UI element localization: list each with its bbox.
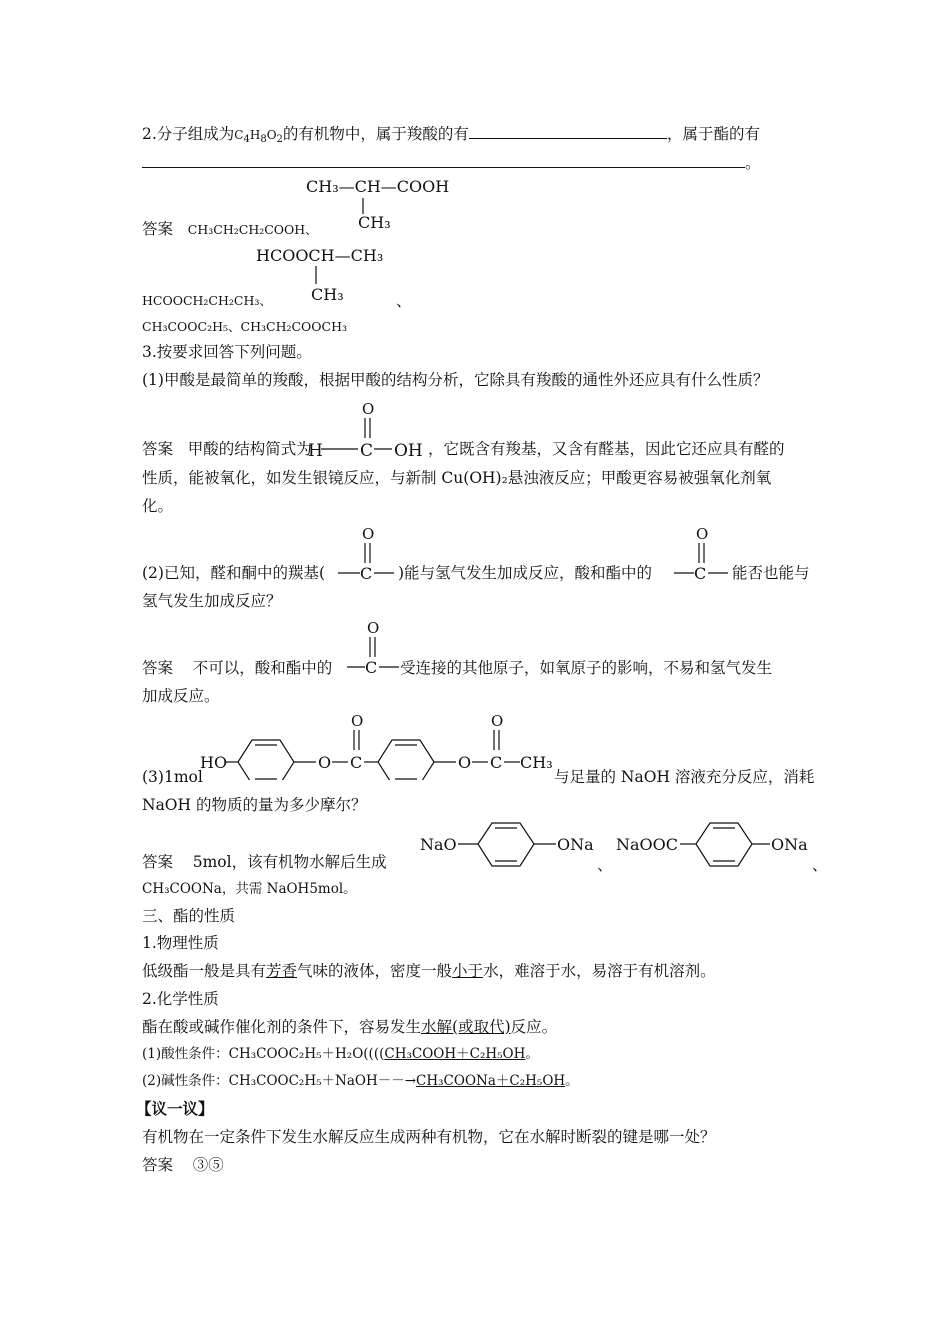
prod1-ona: ONa xyxy=(557,835,594,854)
discuss-question: 有机物在一定条件下发生水解反应生成两种有机物，它在水解时断裂的键是哪一处？ xyxy=(142,1128,716,1146)
base-hydrolysis-equation: (2)碱性条件：CH₃COOC₂H₅＋NaOH－－→CH₃COONa＋C₂H₅OH。 xyxy=(142,1073,579,1089)
prod2-benzene-ring xyxy=(696,823,752,866)
q2-prefix: 2.分子组成为 xyxy=(142,125,235,143)
carbonyl-2-o: O xyxy=(696,525,709,543)
acid-hydrolysis-products: CH₃COOH＋C₂H₅OH xyxy=(384,1046,526,1062)
formic-oh: OH xyxy=(394,441,423,461)
q2-answer-line2: HCOOCH₂CH₂CH₃、 xyxy=(142,293,272,308)
q3-p2-q-post: 能否也能与 xyxy=(732,564,810,582)
ester-c2: C xyxy=(490,753,503,772)
formic-o: O xyxy=(362,400,375,418)
q3-p3-answer-line2: CH₃COONa，共需 NaOH5mol。 xyxy=(142,881,357,897)
ester-c2-o: O xyxy=(491,712,504,730)
q3-p1-answer-pre: 甲酸的结构简式为 xyxy=(187,440,312,458)
q3-p2-answer-pre: 不可以，酸和酯中的 xyxy=(192,659,333,677)
benzene-ring-1 xyxy=(238,740,294,780)
q3-p1-answer-line3: 化。 xyxy=(142,497,174,515)
section3-title: 三、酯的性质 xyxy=(142,907,236,925)
carbonyl-2-c: C xyxy=(694,564,707,583)
q2-line2 xyxy=(142,152,761,174)
q2-answer-butyric: CH₃CH₂CH₂COOH、 xyxy=(187,222,318,237)
q2-answer-line1 xyxy=(142,218,318,241)
discuss-title: 【议一议】 xyxy=(136,1099,214,1118)
q3-p2-answer-line2: 加成反应。 xyxy=(142,687,220,705)
struct-isopropylformate-bond xyxy=(311,266,321,284)
ester-ho: HO xyxy=(200,753,228,772)
discuss-answer: ③⑤ xyxy=(192,1156,224,1174)
ester-o-link2: O xyxy=(458,753,472,772)
q3-p3-answer-line1 xyxy=(142,851,387,873)
chem-title: 2.化学性质 xyxy=(142,990,219,1008)
q2-formula: $C_4H_8O_2$ xyxy=(234,128,283,145)
base-hydrolysis-products: CH₃COONa＋C₂H₅OH xyxy=(416,1073,566,1089)
q2-end: 。 xyxy=(745,154,761,172)
carbonyl-group-1 xyxy=(336,523,398,583)
q3-p3-q-line2: NaOH 的物质的量为多少摩尔？ xyxy=(142,796,367,814)
ester-o-link1: O xyxy=(318,753,332,772)
product-disodium-phenoxide xyxy=(418,820,604,872)
q3-p1-question: (1)甲酸是最简单的羧酸，根据甲酸的结构分析，它除具有羧酸的通性外还应具有什么性质？ xyxy=(142,371,769,389)
chem-answer-hydrolysis: 水解(或取代) xyxy=(421,1018,511,1036)
ester-ch3: CH₃ xyxy=(520,753,553,772)
q2-question xyxy=(142,123,760,151)
chem-text: 酯在酸或碱作催化剂的条件下，容易发生水解(或取代)反应。 xyxy=(142,1018,558,1036)
q3-p3-q-post: 与足量的 NaOH 溶液充分反应，消耗 xyxy=(554,768,815,786)
carbonyl-1-c: C xyxy=(360,564,373,583)
discuss-answer-line xyxy=(142,1154,224,1176)
q3-p2-q-mid: )能与氢气发生加成反应，酸和酯中的 xyxy=(398,564,653,582)
ester-molecule-structure xyxy=(198,712,554,780)
struct-isopropylformate-bottom: CH₃ xyxy=(311,285,344,304)
benzene-ring-2 xyxy=(378,740,434,780)
q3-p3-answer-pre: 5mol，该有机物水解后生成 xyxy=(192,853,387,871)
q3-p3-sep1: 、 xyxy=(597,856,613,874)
q3-p3-answer-label: 答案 xyxy=(142,853,174,871)
formic-h: H xyxy=(308,441,323,461)
carbonyl-1-o: O xyxy=(362,525,375,543)
ester-c1: C xyxy=(350,753,363,772)
product-sodium-hydroxybenzoate xyxy=(614,820,814,872)
q3-p2-answer-post: 受连接的其他原子，如氧原子的影响，不易和氢气发生 xyxy=(400,659,773,677)
carbonyl-3-o: O xyxy=(367,619,380,637)
q3-p1-answer-line1 xyxy=(142,438,312,460)
formic-acid-structure xyxy=(306,398,428,462)
prod1-nao: NaO xyxy=(420,835,457,854)
struct-isobutyric-bottom: CH₃ xyxy=(358,213,391,232)
q3-p3-q-pre: (3)1mol xyxy=(142,768,203,786)
phys-answer-less-than: 小于 xyxy=(452,962,484,980)
prod1-benzene-ring xyxy=(478,823,534,866)
phys-title: 1.物理性质 xyxy=(142,934,219,952)
q3-p1-answer-label: 答案 xyxy=(142,440,174,458)
discuss-answer-label: 答案 xyxy=(142,1156,174,1174)
q3-p3-sep2: 、 xyxy=(812,856,828,874)
q2-suffix: ，属于酯的有 xyxy=(666,125,760,143)
q2-answer-label: 答案 xyxy=(142,220,174,238)
prod2-naooc: NaOOC xyxy=(616,835,679,854)
q2-mid: 的有机物中，属于羧酸的有 xyxy=(282,125,469,143)
struct-isopropylformate-top: HCOOCH—CH₃ xyxy=(256,246,384,265)
q3-p2-answer-line1 xyxy=(142,657,332,679)
struct-isobutyric-top: CH₃—CH—COOH xyxy=(306,177,450,196)
q3-p1-answer-line2: 性质，能被氧化，如发生银镜反应，与新制 Cu(OH)₂悬浊液反应；甲酸更容易被强氧化剂氧 xyxy=(142,469,772,487)
phys-text: 低级酯一般是具有芳香气味的液体，密度一般小于水，难溶于水，易溶于有机溶剂。 xyxy=(142,962,716,980)
q3-p1-answer-post: ，它既含有羧基，又含有醛基，因此它还应具有醛的 xyxy=(428,440,785,458)
q2-blank-ester[interactable] xyxy=(142,153,745,168)
q2-answer-sep: 、 xyxy=(396,292,412,310)
q2-blank-acid[interactable] xyxy=(469,124,667,139)
prod2-ona: ONa xyxy=(771,835,808,854)
carbonyl-group-3 xyxy=(345,617,407,677)
formic-c: C xyxy=(360,441,374,461)
q2-answer-line3: CH₃COOC₂H₅、CH₃CH₂COOCH₃ xyxy=(142,319,348,334)
q3-p2-q-pre: (2)已知，醛和酮中的羰基( xyxy=(142,564,326,582)
carbonyl-group-2 xyxy=(672,523,734,583)
phys-answer-aromatic: 芳香 xyxy=(266,962,298,980)
acid-hydrolysis-equation: (1)酸性条件：CH₃COOC₂H₅＋H₂O((((CH₃COOH＋C₂H₅OH。 xyxy=(142,1046,539,1062)
ester-c1-o: O xyxy=(351,712,364,730)
carbonyl-3-c: C xyxy=(365,658,378,677)
q3-p2-q-line2: 氢气发生加成反应？ xyxy=(142,592,282,610)
q3-p2-answer-label: 答案 xyxy=(142,659,174,677)
q3-title: 3.按要求回答下列问题。 xyxy=(142,343,312,361)
